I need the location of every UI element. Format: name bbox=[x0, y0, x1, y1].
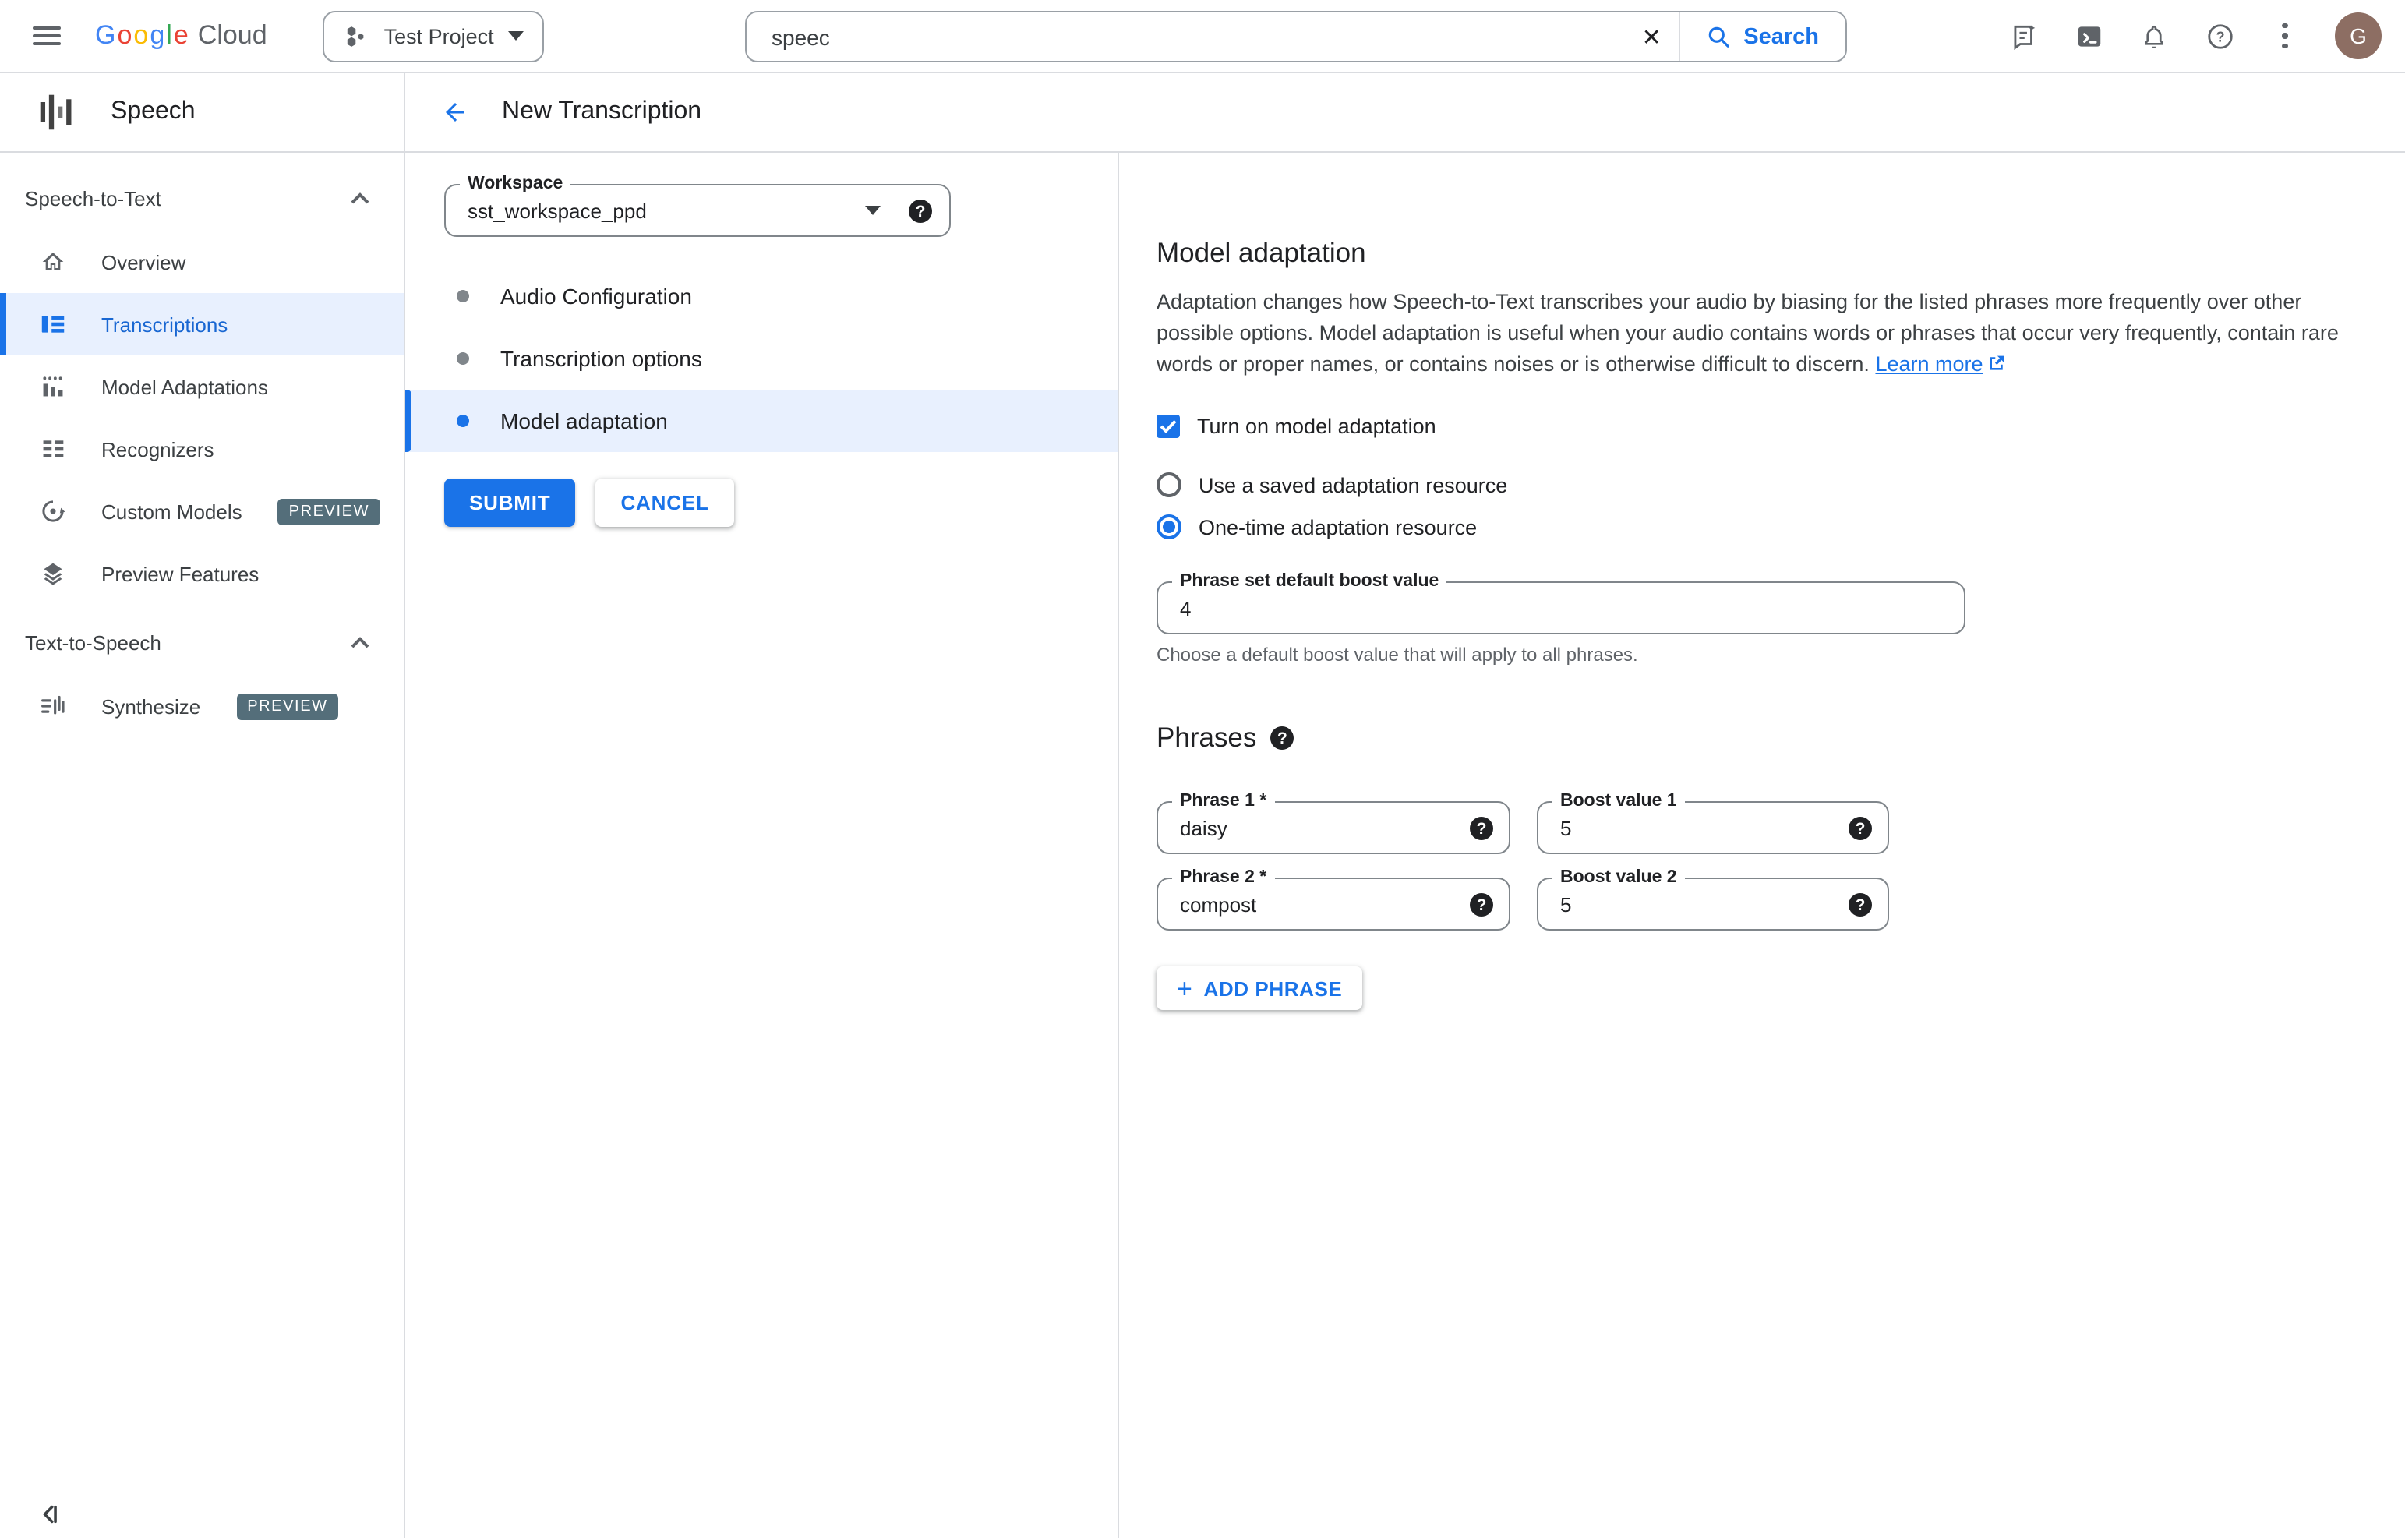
product-name: Speech bbox=[111, 98, 196, 125]
svg-text:?: ? bbox=[2215, 28, 2224, 44]
back-arrow-icon[interactable] bbox=[441, 98, 469, 126]
project-selector[interactable] bbox=[323, 10, 544, 62]
step-bullet-icon bbox=[457, 352, 469, 365]
workspace-help-icon[interactable]: ? bbox=[909, 200, 932, 223]
logo-letter: o bbox=[117, 20, 132, 50]
boost-value-1-help-icon[interactable]: ? bbox=[1849, 817, 1872, 840]
sidebar-item-transcriptions[interactable] bbox=[0, 293, 404, 355]
sidebar-item-label: Model Adaptations bbox=[101, 375, 268, 398]
home-icon bbox=[41, 249, 65, 274]
boost-value-2-help-icon[interactable]: ? bbox=[1849, 893, 1872, 917]
radio-one-time-adaptation-resource[interactable] bbox=[1157, 514, 2405, 539]
topbar-icons bbox=[2008, 12, 2382, 59]
cloud-shell-icon[interactable] bbox=[2073, 20, 2104, 51]
phrase-2-field[interactable] bbox=[1157, 868, 1510, 931]
phrases-heading-label: Phrases bbox=[1157, 722, 1257, 753]
boost-value-1-label: Boost value 1 bbox=[1552, 792, 1685, 811]
panel-heading: Model adaptation bbox=[1157, 237, 1366, 268]
phrase-1-label: Phrase 1 * bbox=[1172, 792, 1274, 811]
page-header bbox=[405, 73, 701, 151]
search-button-label: Search bbox=[1743, 24, 1819, 49]
preview-badge: PREVIEW bbox=[236, 693, 338, 719]
learn-more-link[interactable] bbox=[1875, 352, 2006, 376]
avatar-letter: G bbox=[2350, 23, 2367, 48]
preview-badge: PREVIEW bbox=[278, 498, 380, 525]
turn-on-model-adaptation-checkbox[interactable] bbox=[1157, 415, 2405, 438]
sidebar-item-overview[interactable] bbox=[0, 231, 404, 293]
boost-value-2-label: Boost value 2 bbox=[1552, 868, 1685, 887]
step-model-adaptation[interactable] bbox=[405, 390, 1118, 452]
step-label: Model adaptation bbox=[500, 408, 668, 433]
plus-icon: + bbox=[1177, 973, 1193, 1003]
chevron-up-icon bbox=[351, 636, 369, 648]
section-label: Speech-to-Text bbox=[25, 186, 161, 210]
form-panel bbox=[405, 153, 1118, 1538]
form-actions bbox=[444, 479, 1118, 527]
sidebar-item-preview-features[interactable] bbox=[0, 542, 404, 605]
transcriptions-icon bbox=[41, 312, 65, 337]
search-bar bbox=[745, 11, 1847, 62]
project-icon bbox=[344, 23, 370, 49]
sidebar-item-label: Overview bbox=[101, 250, 186, 274]
preview-features-icon bbox=[41, 561, 65, 586]
caret-down-icon bbox=[508, 31, 524, 41]
section-text-to-speech[interactable] bbox=[0, 617, 404, 667]
boost-field-label: Phrase set default boost value bbox=[1172, 572, 1446, 591]
boost-value-2-field[interactable] bbox=[1537, 868, 1889, 931]
description-text: Adaptation changes how Speech-to-Text transcribes your audio by biasing for the listed phrases more frequently over other possible options. Model adaptation is useful when your audio contains words or phrases that occur very frequently, contain rare words or proper names, or contains noises or is otherwise difficult to discern. bbox=[1157, 290, 2339, 376]
sidebar-item-label: Preview Features bbox=[101, 562, 260, 585]
sidebar-item-label: Recognizers bbox=[101, 437, 214, 461]
page-title: New Transcription bbox=[502, 98, 702, 125]
more-options-icon[interactable] bbox=[2269, 20, 2301, 51]
hamburger-menu-icon[interactable] bbox=[33, 22, 61, 50]
top-app-bar bbox=[0, 0, 2405, 73]
step-audio-configuration[interactable] bbox=[405, 265, 1118, 327]
checkbox-label: Turn on model adaptation bbox=[1197, 415, 1436, 438]
avatar[interactable] bbox=[2335, 12, 2382, 59]
add-phrase-button[interactable] bbox=[1157, 966, 1362, 1010]
sidebar-item-label: Transcriptions bbox=[101, 313, 228, 336]
collapse-sidebar-icon[interactable] bbox=[37, 1503, 62, 1528]
radio-unselected-icon bbox=[1157, 472, 1181, 497]
model-adaptations-icon bbox=[41, 374, 65, 399]
chevron-up-icon bbox=[351, 192, 369, 204]
logo-letter: l bbox=[166, 20, 172, 50]
body bbox=[0, 153, 2405, 1538]
sub-header bbox=[0, 73, 2405, 153]
step-bullet-icon bbox=[457, 290, 469, 302]
sidebar-item-recognizers[interactable] bbox=[0, 418, 404, 480]
step-label: Audio Configuration bbox=[500, 284, 692, 309]
help-icon[interactable] bbox=[2204, 20, 2235, 51]
submit-button[interactable]: SUBMIT bbox=[444, 479, 575, 527]
section-label: Text-to-Speech bbox=[25, 630, 161, 654]
phrases-grid bbox=[1157, 792, 2405, 931]
workspace-select[interactable] bbox=[444, 175, 951, 237]
step-transcription-options[interactable] bbox=[405, 327, 1118, 390]
phrase-1-help-icon[interactable]: ? bbox=[1470, 817, 1493, 840]
radio-saved-adaptation-resource[interactable] bbox=[1157, 472, 2405, 497]
search-icon bbox=[1706, 24, 1731, 49]
checkbox-checked-icon bbox=[1157, 415, 1180, 438]
model-adaptation-panel bbox=[1118, 153, 2405, 1538]
radio-selected-icon bbox=[1157, 514, 1181, 539]
phrase-set-default-boost-field[interactable] bbox=[1157, 572, 1965, 634]
step-label: Transcription options bbox=[500, 346, 702, 371]
radio-label: One-time adaptation resource bbox=[1199, 515, 1478, 539]
phrases-help-icon[interactable]: ? bbox=[1270, 726, 1294, 750]
phrases-heading bbox=[1157, 722, 2405, 754]
logo-letter: G bbox=[95, 20, 116, 50]
boost-field-helper: Choose a default boost value that will apply to all phrases. bbox=[1157, 644, 1638, 666]
google-cloud-logo[interactable] bbox=[95, 20, 267, 51]
sidebar-item-label: Custom Models bbox=[101, 500, 242, 523]
sidebar-item-label: Synthesize bbox=[101, 694, 201, 718]
external-link-icon bbox=[1988, 354, 2007, 373]
add-phrase-label: ADD PHRASE bbox=[1203, 977, 1343, 1000]
learn-more-label: Learn more bbox=[1875, 352, 1983, 376]
custom-models-icon bbox=[41, 499, 65, 524]
clear-search-icon[interactable]: ✕ bbox=[1641, 24, 1662, 51]
panel-description bbox=[1157, 287, 2360, 380]
step-bullet-icon bbox=[457, 415, 469, 427]
sidebar-item-synthesize[interactable] bbox=[0, 675, 404, 737]
sidebar-item-model-adaptations[interactable] bbox=[0, 355, 404, 418]
caret-down-icon[interactable] bbox=[865, 206, 881, 215]
radio-label: Use a saved adaptation resource bbox=[1199, 473, 1508, 496]
sidebar-item-custom-models[interactable] bbox=[0, 480, 404, 542]
workspace-label: Workspace bbox=[460, 175, 570, 193]
notifications-bell-icon[interactable] bbox=[2138, 20, 2170, 51]
recognizers-icon bbox=[41, 436, 65, 461]
cancel-button[interactable]: CANCEL bbox=[595, 479, 733, 527]
form-steps bbox=[405, 265, 1118, 452]
boost-value-1-field[interactable] bbox=[1537, 792, 1889, 854]
logo-letter: o bbox=[133, 20, 149, 50]
sidebar bbox=[0, 153, 405, 1538]
search-input[interactable] bbox=[747, 24, 1625, 49]
product-header bbox=[0, 73, 405, 151]
search-button[interactable] bbox=[1678, 12, 1845, 61]
phrase-2-label: Phrase 2 * bbox=[1172, 868, 1274, 887]
logo-cloud-text: Cloud bbox=[197, 20, 267, 50]
phrase-2-help-icon[interactable]: ? bbox=[1470, 893, 1493, 917]
speech-product-icon bbox=[37, 90, 78, 134]
section-speech-to-text[interactable] bbox=[0, 173, 404, 223]
logo-letter: e bbox=[173, 20, 189, 50]
synthesize-icon bbox=[41, 694, 65, 719]
release-notes-icon[interactable] bbox=[2008, 20, 2039, 51]
project-name: Test Project bbox=[383, 24, 494, 48]
phrase-1-field[interactable] bbox=[1157, 792, 1510, 854]
logo-letter: g bbox=[150, 20, 165, 50]
